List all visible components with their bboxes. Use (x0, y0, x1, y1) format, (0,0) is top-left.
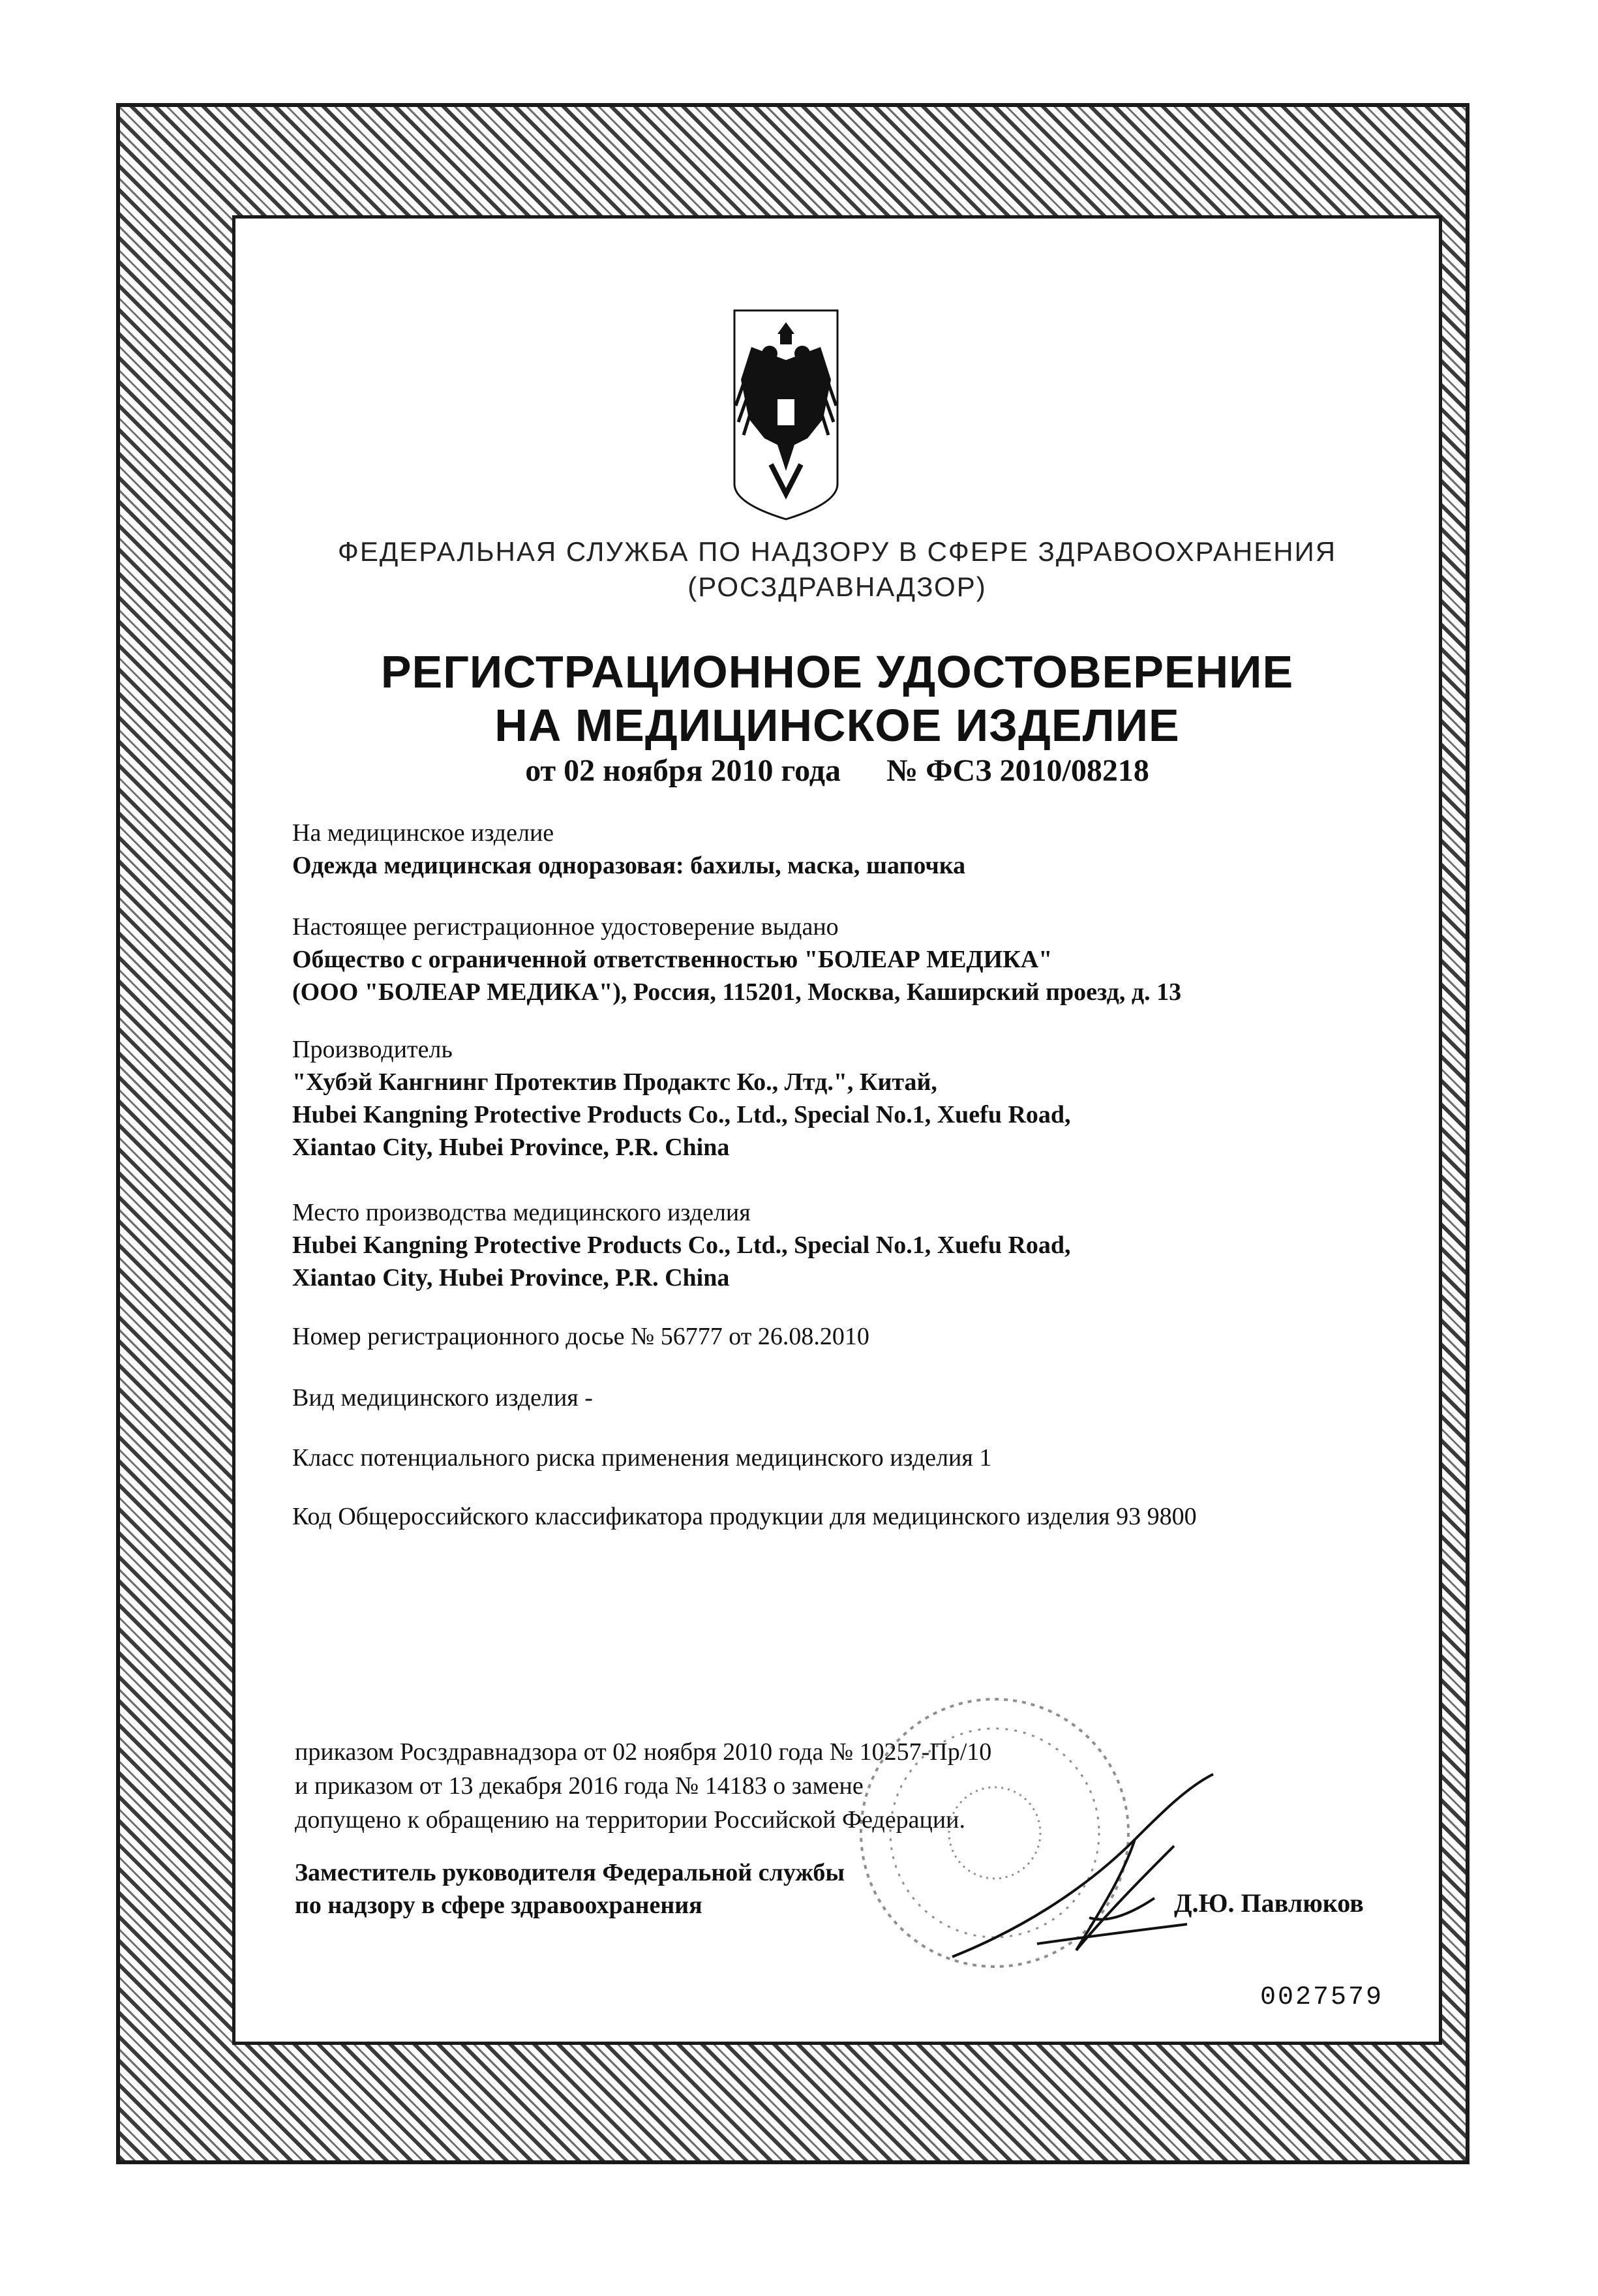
certificate-number: № ФСЗ 2010/08218 (886, 753, 1149, 788)
issue-date: от 02 ноября 2010 года (525, 753, 841, 788)
agency-name: ФЕДЕРАЛЬНАЯ СЛУЖБА ПО НАДЗОРУ В СФЕРЕ ЗДРАВООХРАНЕНИЯ (337, 536, 1337, 567)
device-section (292, 817, 1414, 882)
issued-to-section (292, 911, 1414, 1008)
production-site-label: Место производства медицинского изделия (292, 1199, 751, 1226)
signatory-title: Заместитель руководителя Федеральной службы по надзору в сфере здравоохранения (295, 1859, 845, 1919)
order-line: допущено к обращению на территории Российской Федерации. (295, 1806, 966, 1834)
order-line: приказом Росздравнадзора от 02 ноября 2010 года № 10257-Пр/10 (295, 1738, 992, 1766)
document-subtitle: НА МЕДИЦИНСКОЕ ИЗДЕЛИЕ (494, 700, 1180, 751)
production-site-line: Hubei Kangning Protective Products Co., Ltd., Special No.1, Xuefu Road, (292, 1231, 1071, 1259)
issue-date-line (232, 753, 1442, 789)
okp-code: Код Общероссийского классификатора продукции для медицинского изделия 93 9800 (292, 1503, 1197, 1530)
document-title: РЕГИСТРАЦИОННОЕ УДОСТОВЕРЕНИЕ (380, 646, 1294, 697)
manufacturer-section (292, 1033, 1414, 1164)
serial-number: 0027579 (1260, 1983, 1384, 2012)
agency-short-name: (РОСЗДРАВНАДЗОР) (687, 571, 987, 602)
device-value: Одежда медицинская одноразовая: бахилы, маска, шапочка (292, 852, 966, 879)
dossier-number: Номер регистрационного досье № 56777 от 26.08.2010 (292, 1323, 869, 1350)
production-site-section (292, 1196, 1414, 1294)
issued-to-line: Общество с ограниченной ответственностью "БОЛЕАР МЕДИКА" (292, 946, 1053, 973)
issued-to-label: Настоящее регистрационное удостоверение выдано (292, 913, 839, 941)
production-site-line: Xiantao City, Hubei Province, P.R. China (292, 1264, 730, 1292)
manufacturer-line: "Хубэй Кангнинг Протектив Продактс Ко., Лтд.", Китай, (292, 1068, 937, 1096)
manufacturer-line: Hubei Kangning Protective Products Co., Ltd., Special No.1, Xuefu Road, (292, 1101, 1071, 1128)
risk-class: Класс потенциального риска применения медицинского изделия 1 (292, 1444, 992, 1472)
signature-icon (939, 1761, 1239, 1970)
manufacturer-line: Xiantao City, Hubei Province, P.R. China (292, 1134, 730, 1161)
issued-to-line: (ООО "БОЛЕАР МЕДИКА"), Россия, 115201, Москва, Каширский проезд, д. 13 (292, 978, 1182, 1006)
signatory-name: Д.Ю. Павлюков (1174, 1888, 1364, 1918)
coat-of-arms-icon (732, 308, 840, 522)
manufacturer-label: Производитель (292, 1036, 453, 1063)
device-label: На медицинское изделие (292, 819, 554, 847)
device-type: Вид медицинского изделия - (292, 1384, 593, 1412)
order-line: и приказом от 13 декабря 2016 года № 14183 о замене (295, 1772, 864, 1800)
